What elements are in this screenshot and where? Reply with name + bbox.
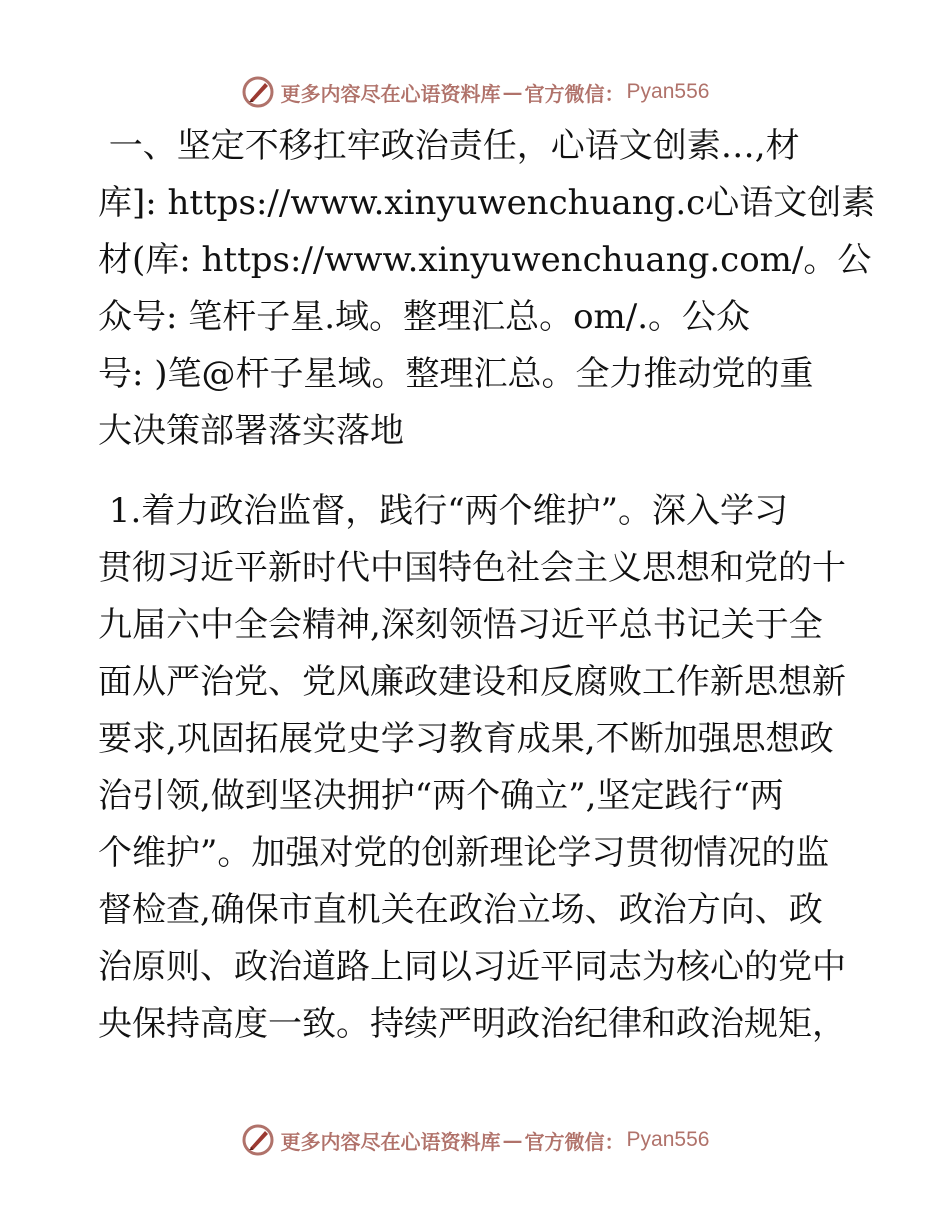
banner-official-label: 官方微信： <box>524 1129 625 1154</box>
text-line: 九届六中全会精神,深刻领悟习近平总书记关于全 <box>98 605 823 645</box>
banner-slogan: 更多内容尽在心语资料库 <box>280 1129 501 1154</box>
text-line: 个维护”。加强对党的创新理论学习贯彻情况的监 <box>98 833 830 873</box>
text-line: 治原则、政治道路上同以习近平同志为核心的党中 <box>98 947 846 987</box>
banner-wechat-id: Pyan556 <box>626 1128 710 1151</box>
paragraph-body <box>98 483 858 1053</box>
text-line: 库]: https://www.xinyuwenchuang.c心语文创素 <box>98 183 876 223</box>
text-line: 贯彻习近平新时代中国特色社会主义思想和党的十 <box>98 548 846 588</box>
quill-pen-logo-icon <box>241 75 275 109</box>
text-line: 面从严治党、党风廉政建设和反腐败工作新思想新 <box>98 662 846 702</box>
text-line: 1.着力政治监督，践行“两个维护”。深入学习 <box>98 491 789 531</box>
banner-dash: — <box>502 80 523 104</box>
paragraph-heading <box>98 118 876 460</box>
banner-official-label: 官方微信： <box>524 81 625 106</box>
text-line: 央保持高度一致。持续严明政治纪律和政治规矩， <box>98 1004 846 1044</box>
quill-pen-logo-icon <box>241 1123 275 1157</box>
text-line: 治引领,做到坚决拥护“两个确立”,坚定践行“两 <box>98 776 784 816</box>
footer-banner <box>0 1118 950 1162</box>
text-line: 大决策部署落实落地 <box>98 411 404 451</box>
text-line: 督检查,确保市直机关在政治立场、政治方向、政 <box>98 890 823 930</box>
text-line: 号: )笔@杆子星域。整理汇总。全力推动党的重 <box>98 354 814 394</box>
text-line: 材(库: https://www.xinyuwenchuang.com/。公 <box>98 240 872 280</box>
text-line: 要求,巩固拓展党史学习教育成果,不断加强思想政 <box>98 719 834 759</box>
document-body <box>98 118 876 1053</box>
banner-slogan: 更多内容尽在心语资料库 <box>280 81 501 106</box>
banner-dash: — <box>502 1128 523 1152</box>
text-line: 一、坚定不移扛牢政治责任，心语文创素…,材 <box>98 126 800 166</box>
banner-wechat-id: Pyan556 <box>626 80 710 103</box>
header-banner <box>0 70 950 114</box>
text-line: 众号: 笔杆子星.域。整理汇总。om/.。公众 <box>98 297 751 337</box>
